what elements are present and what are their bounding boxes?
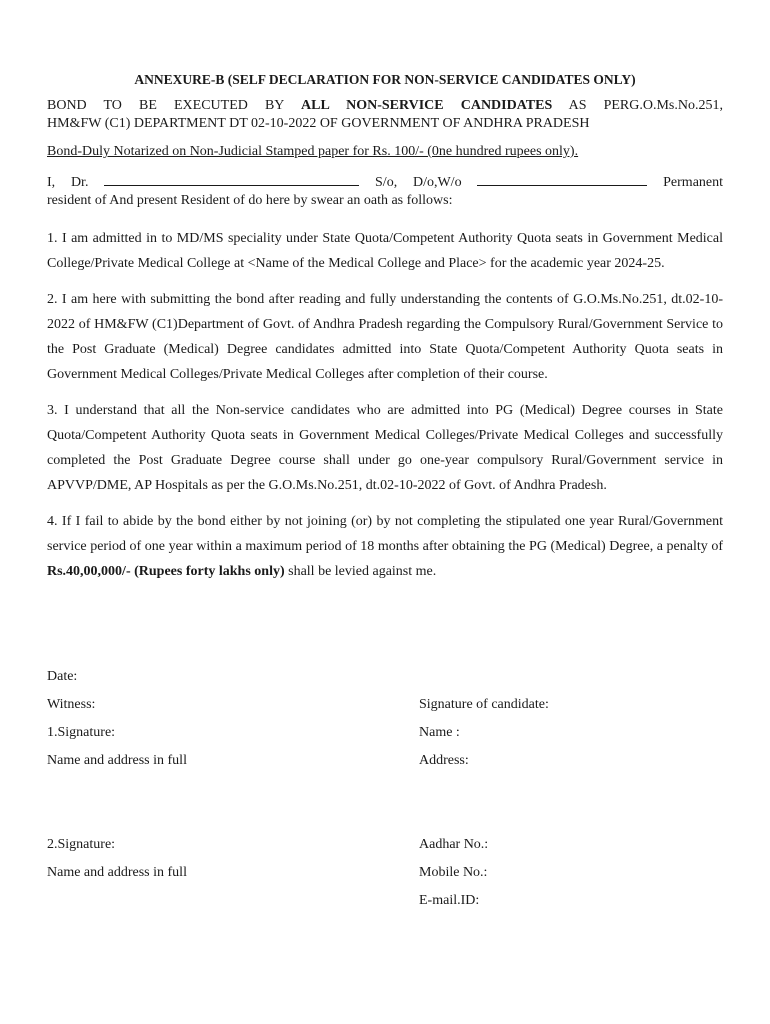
date-label: Date: <box>47 669 78 684</box>
aadhar-label: Aadhar No.: <box>419 837 489 852</box>
bond-heading-bold: ALL NON-SERVICE CANDIDATES <box>301 98 553 113</box>
intro-so: S/o, D/o,W/o <box>375 175 462 190</box>
bond-heading-line2: HM&FW (C1) DEPARTMENT DT 02-10-2022 OF GOVERNMENT OF ANDHRA PRADESH <box>47 116 590 131</box>
document-title: ANNEXURE-B (SELF DECLARATION FOR NON-SERVICE CANDIDATES ONLY) <box>134 72 636 87</box>
bond-heading-pre: BOND TO BE EXECUTED BY <box>47 98 301 113</box>
paragraph-4-post: shall be levied against me. <box>284 564 437 579</box>
email-label: E-mail.ID: <box>419 893 480 908</box>
penalty-amount: Rs.40,00,000/- (Rupees forty lakhs only) <box>47 564 285 579</box>
witness2-name-address-label: Name and address in full <box>47 865 187 880</box>
paragraph-2: 2. I am here with submitting the bond after reading and fully understanding the contents of G.O.Ms.No.251, dt.02-10-2022 of HM&FW (C1)Department of Govt. of Andhra Pradesh regarding the Compulsory Rural/Government Service to the Post Graduate (Medical) Degree candidates admitted into State Quota/Competent Authority Quota seats in Government Medical Colleges/Private Medical Colleges after completion of their course. <box>47 292 723 382</box>
name-blank[interactable] <box>104 173 359 186</box>
paragraph-4-pre: 4. If I fail to abide by the bond either by not joining (or) by not completing the stipulated one year Rural/Government service period of one year within a maximum period of 18 months after obtaining the PG (Medical) Degree, a penalty of <box>47 514 723 554</box>
paragraph-4 <box>47 509 723 584</box>
candidate-signature-label: Signature of candidate: <box>419 697 549 712</box>
witness-label: Witness: <box>47 697 96 712</box>
witness2-signature-label: 2.Signature: <box>47 837 116 852</box>
paragraph-1: 1. I am admitted in to MD/MS speciality under State Quota/Competent Authority Quota seats in Government Medical College/Private Medical College at <Name of the Medical College and Place> for the academic year 2024-25. <box>47 231 723 271</box>
witness1-signature-label: 1.Signature: <box>47 725 116 740</box>
witness1-name-address-label: Name and address in full <box>47 753 187 768</box>
mobile-label: Mobile No.: <box>419 865 488 880</box>
candidate-name-label: Name : <box>419 725 460 740</box>
bond-heading-line1 <box>47 97 723 115</box>
guardian-blank[interactable] <box>477 173 647 186</box>
intro-line1 <box>47 173 723 192</box>
notary-instruction: Bond-Duly Notarized on Non-Judicial Stamped paper for Rs. 100/- (0ne hundred rupees only). <box>47 144 579 159</box>
paragraph-3: 3. I understand that all the Non-service candidates who are admitted into PG (Medical) Degree courses in State Quota/Competent Authority Quota seats in Government Medical Colleges/Private Medical Colleges and successfully completed the Post Graduate Degree course shall under go one-year compulsory Rural/Government service in APVVP/DME, AP Hospitals as per the G.O.Ms.No.251, dt.02-10-2022 of Govt. of Andhra Pradesh. <box>47 403 723 493</box>
intro-line2: resident of And present Resident of do here by swear an oath as follows: <box>47 193 453 208</box>
intro-permanent: Permanent <box>663 175 724 190</box>
intro-i-dr: I, Dr. <box>47 175 89 190</box>
candidate-address-label: Address: <box>419 753 469 768</box>
bond-heading-post: AS PERG.O.Ms.No.251, <box>552 98 723 113</box>
document-page <box>47 72 723 584</box>
